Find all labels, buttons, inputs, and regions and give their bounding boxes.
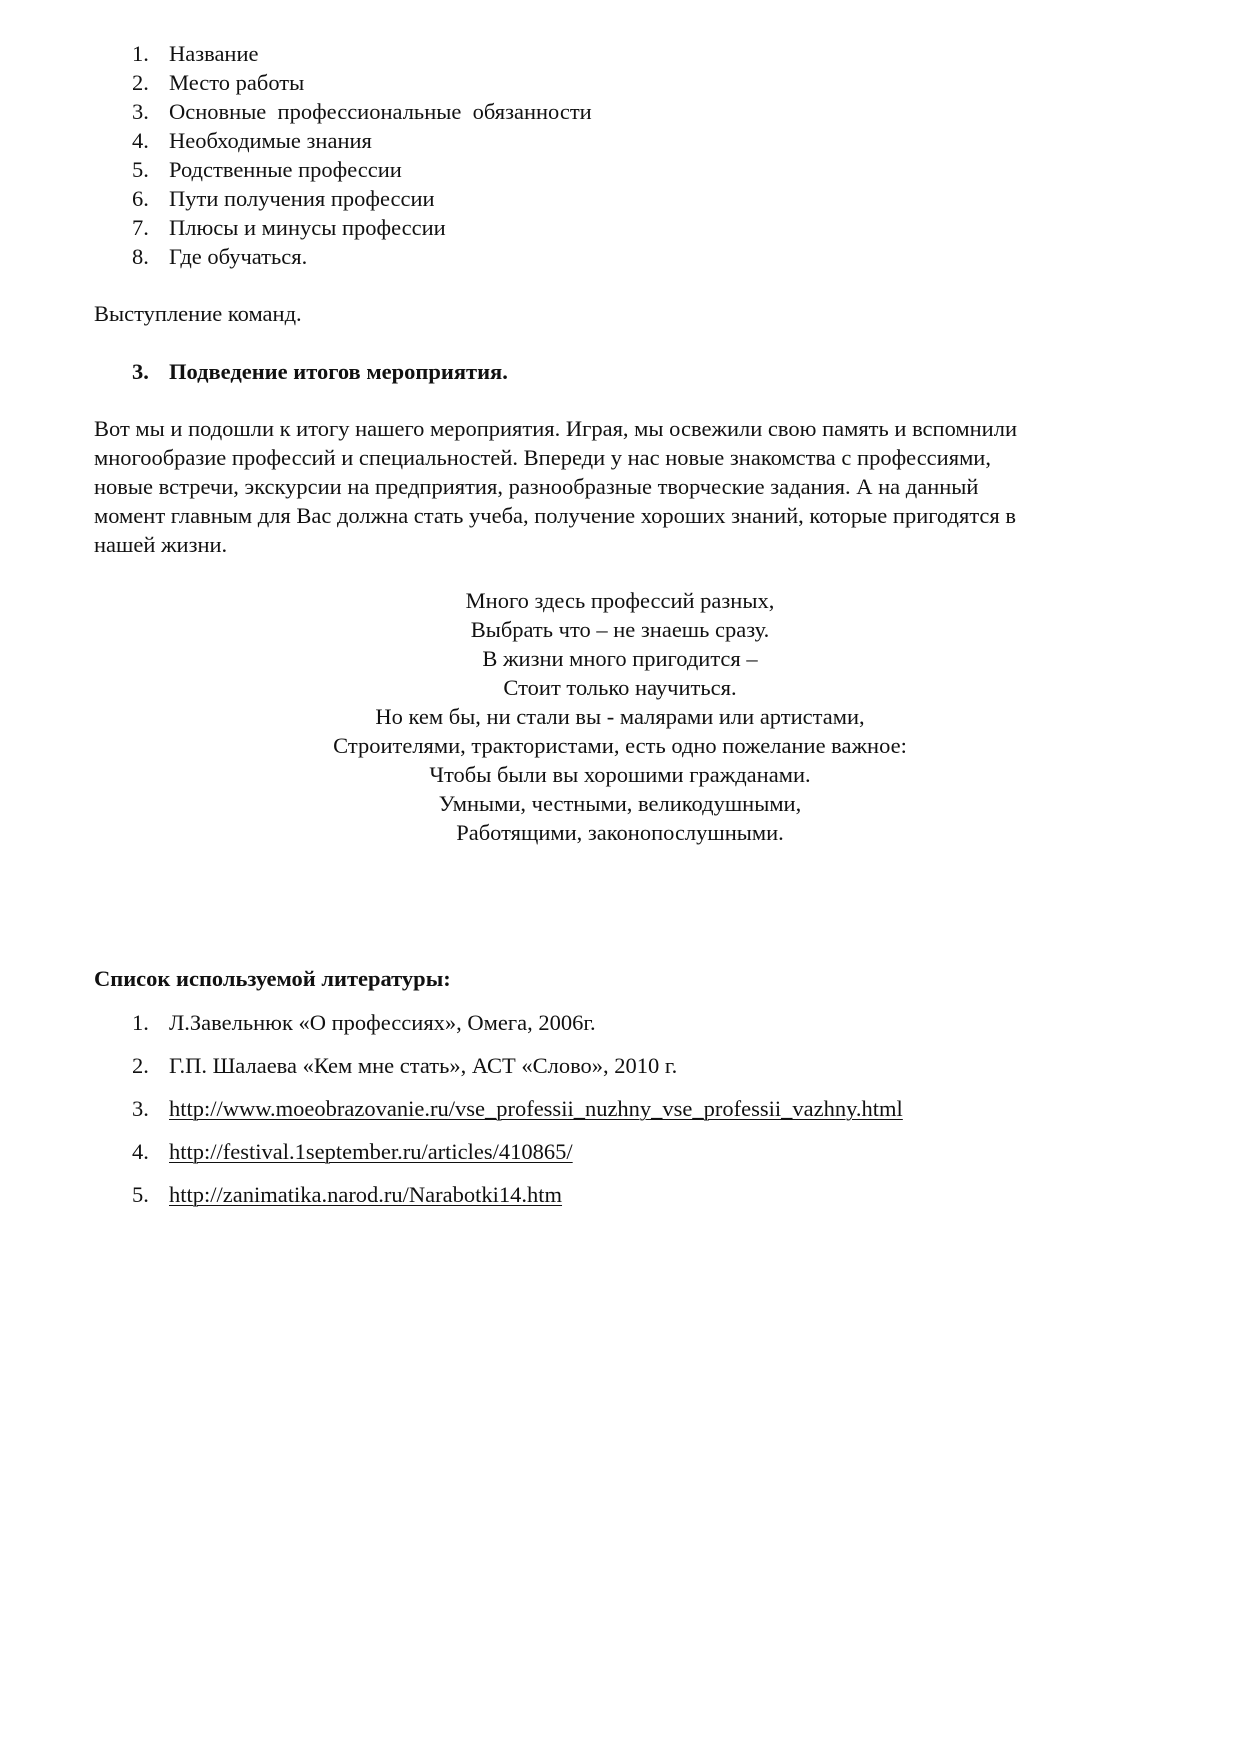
section-title: Подведение итогов мероприятия. xyxy=(169,359,508,384)
list-item-number: 4. xyxy=(132,128,149,153)
list-item-number: 7. xyxy=(132,215,149,240)
paragraph-line: момент главным для Вас должна стать учеба, получение хороших знаний, которые пригодятся в xyxy=(94,503,1017,528)
literature-link[interactable]: http://www.moeobrazovanie.ru/vse_professii_nuzhny_vse_professii_vazhny.html xyxy=(169,1096,903,1121)
list-item-text: Необходимые знания xyxy=(169,128,372,153)
poem xyxy=(0,586,1240,847)
section-number: 3. xyxy=(132,359,149,384)
list-item-number: 2. xyxy=(132,70,149,95)
paragraph-line: многообразие профессий и специальностей. Впереди у нас новые знакомства с профессиями, xyxy=(94,445,991,470)
list-item-text: Пути получения профессии xyxy=(169,186,435,211)
list-item-text: Название xyxy=(169,41,259,66)
list-item-text: Где обучаться. xyxy=(169,244,308,269)
poem-line: Чтобы были вы хорошими гражданами. xyxy=(429,762,811,787)
teams-performance-line: Выступление команд. xyxy=(94,301,302,326)
list-item-text: Место работы xyxy=(169,70,305,95)
paragraph-line: нашей жизни. xyxy=(94,532,228,557)
list-item-number: 6. xyxy=(132,186,149,211)
list-item-number: 3. xyxy=(132,99,149,124)
paragraph-line: новые встречи, экскурсии на предприятия, разнообразные творческие задания. А на данный xyxy=(94,474,979,499)
poem-line: Но кем бы, ни стали вы - малярами или артистами, xyxy=(375,704,865,729)
literature-item-number: 5. xyxy=(132,1182,149,1207)
literature-link[interactable]: http://festival.1september.ru/articles/410865/ xyxy=(169,1139,573,1164)
list-item-text: Родственные профессии xyxy=(169,157,402,182)
literature-title: Список используемой литературы: xyxy=(94,966,451,991)
list-item-text: Основные профессиональные обязанности xyxy=(169,99,592,124)
poem-line: Выбрать что – не знаешь сразу. xyxy=(470,617,770,642)
literature-item-text: Л.Завельнюк «О профессиях», Омега, 2006г. xyxy=(169,1010,596,1035)
literature-item-number: 1. xyxy=(132,1010,149,1035)
summary-paragraph xyxy=(94,414,1144,559)
poem-line: Работящими, законопослушными. xyxy=(456,820,784,845)
paragraph-line: Вот мы и подошли к итогу нашего мероприятия. Играя, мы освежили свою память и вспомнили xyxy=(94,416,1017,441)
literature-item-number: 4. xyxy=(132,1139,149,1164)
literature-item-text: Г.П. Шалаева «Кем мне стать», АСТ «Слово», 2010 г. xyxy=(169,1053,678,1078)
literature-item-number: 3. xyxy=(132,1096,149,1121)
poem-line: В жизни много пригодится – xyxy=(482,646,758,671)
list-item-text: Плюсы и минусы профессии xyxy=(169,215,446,240)
list-item-number: 1. xyxy=(132,41,149,66)
poem-line: Много здесь профессий разных, xyxy=(465,588,775,613)
poem-line: Строителями, трактористами, есть одно пожелание важное: xyxy=(333,733,907,758)
list-item-number: 8. xyxy=(132,244,149,269)
literature-item-number: 2. xyxy=(132,1053,149,1078)
poem-line: Умными, честными, великодушными, xyxy=(438,791,802,816)
poem-line: Стоит только научиться. xyxy=(503,675,737,700)
list-item-number: 5. xyxy=(132,157,149,182)
literature-link[interactable]: http://zanimatika.narod.ru/Narabotki14.htm xyxy=(169,1182,563,1207)
